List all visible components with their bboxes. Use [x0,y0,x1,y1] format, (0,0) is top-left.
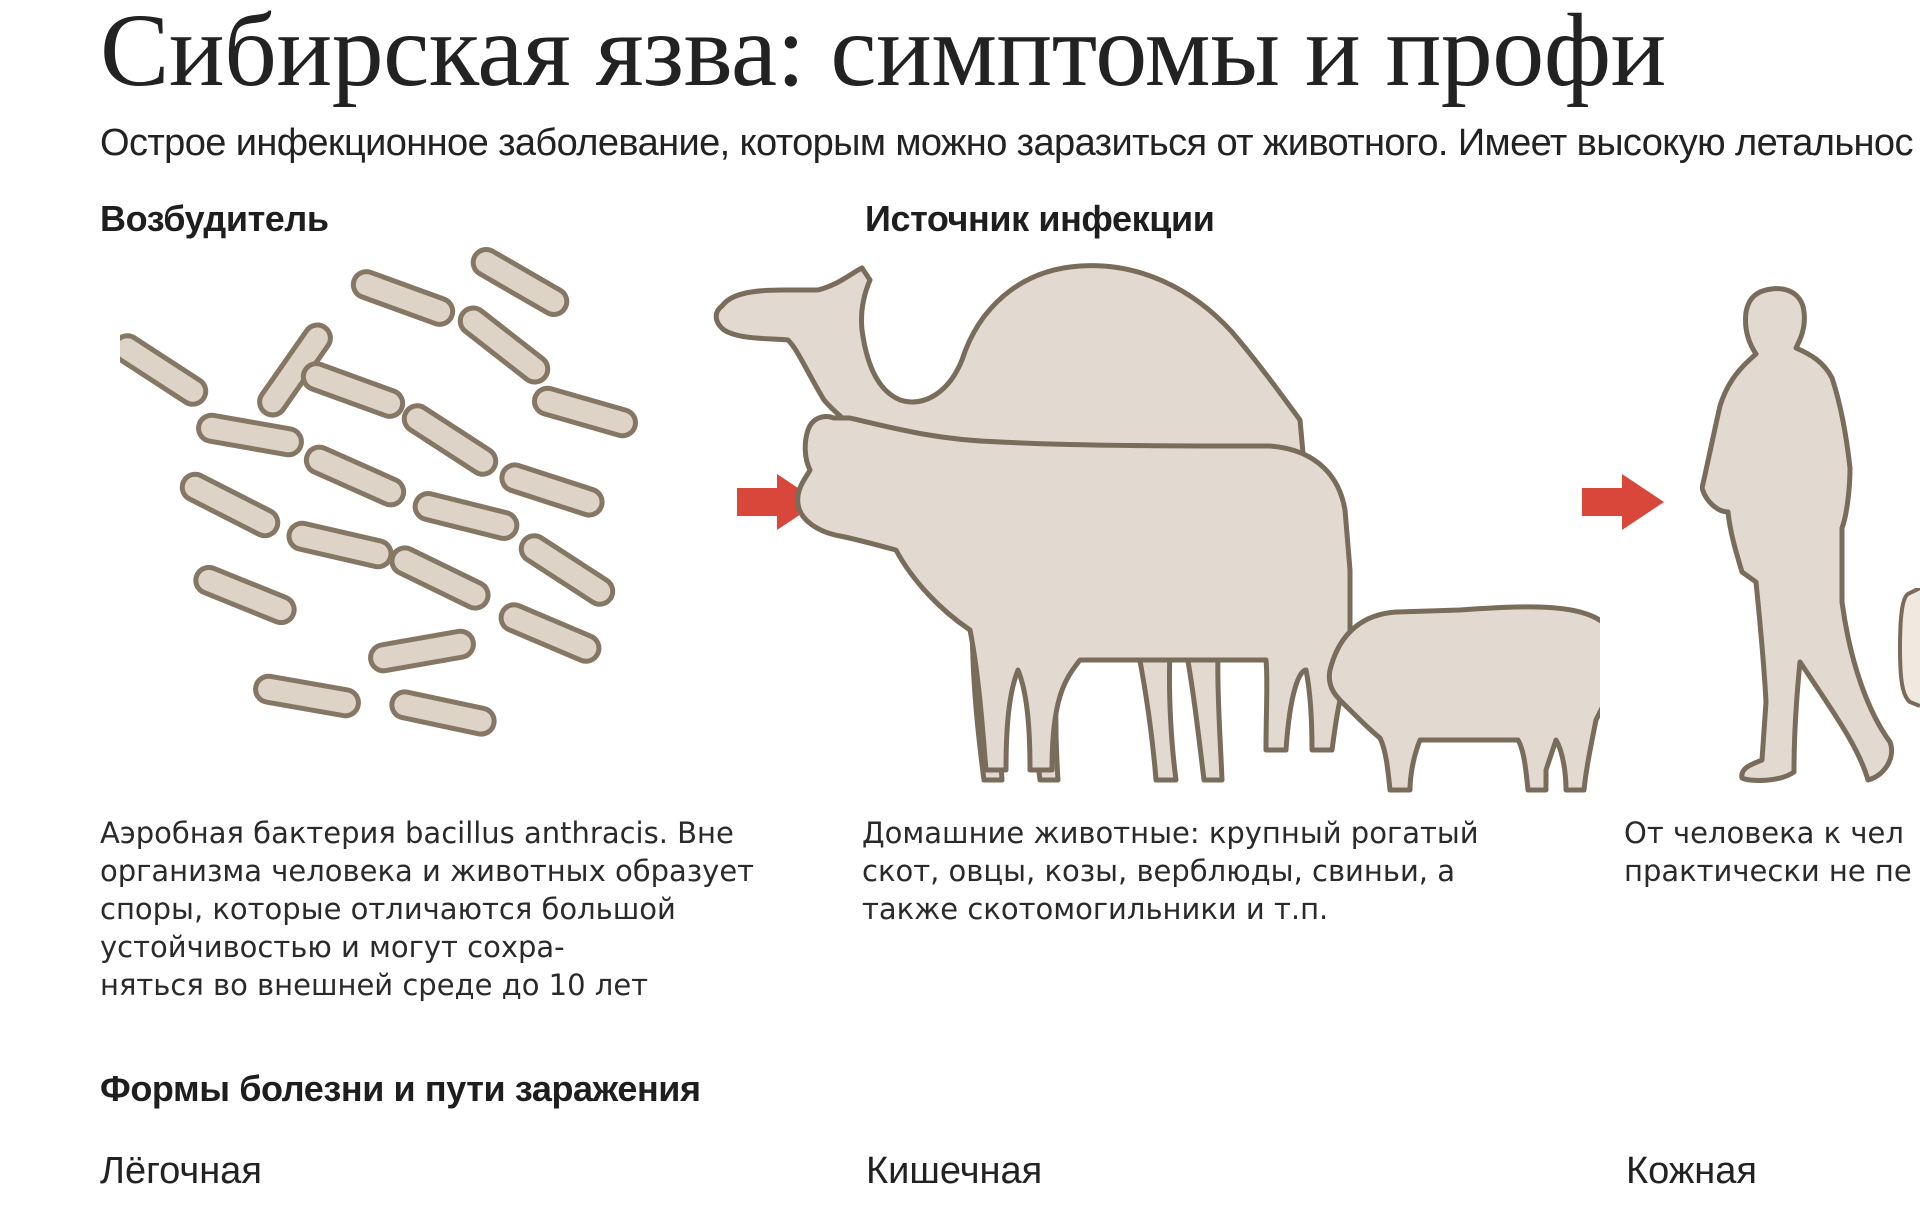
form-pulmonary[interactable]: Лёгочная [100,1150,262,1192]
form-intestinal[interactable]: Кишечная [866,1150,1043,1192]
bacteria-icon [120,240,660,760]
human-illustration [1700,282,1900,802]
arrow-to-human [1580,472,1670,532]
bacterium-rod [120,245,639,737]
walking-man-icon [1700,282,1900,802]
subtitle: Острое инфекционное заболевание, которым можно заразиться от животного. Имеет высокую летальнос [100,122,1913,164]
forms-heading: Формы болезни и пути заражения [100,1068,701,1109]
source-description: Домашние животные: крупный рогатый скот, овцы, козы, верблюды, свиньи, а также скотомогильники и т.п. [862,816,1479,926]
page-title: Сибирская язва: симптомы и профи [100,0,1666,108]
cow-icon [798,417,1350,771]
partial-figure-edge [1898,588,1920,708]
source-heading: Источник инфекции [865,198,1215,239]
animals-illustration [700,250,1600,810]
form-cutaneous[interactable]: Кожная [1626,1150,1757,1192]
pathogen-heading: Возбудитель [100,198,329,239]
bacteria-illustration [120,240,660,760]
right-arrow-icon [1580,472,1670,532]
pig-icon [1329,607,1600,790]
pathogen-description: Аэробная бактерия bacillus anthracis. Вне организма человека и животных образует споры, которые отличаются большой устойчивостью и могут сохра- няться во внешней среде до 10 лет [100,816,755,1002]
transmission-description: От человека к чел практически не пе [1624,816,1912,888]
